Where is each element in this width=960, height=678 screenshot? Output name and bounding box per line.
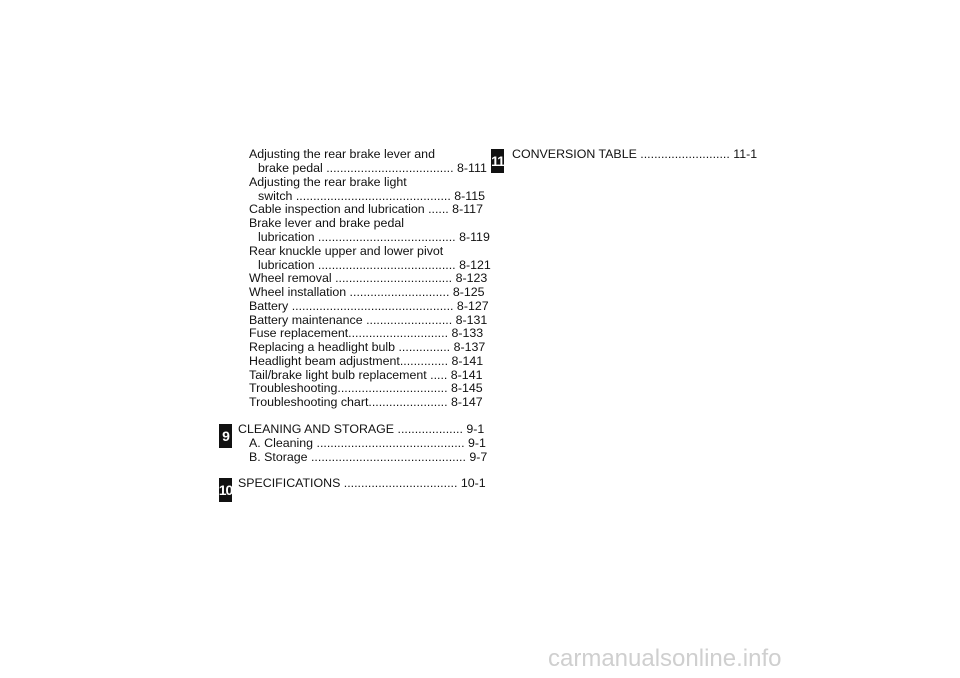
chapter-10-title[interactable]: SPECIFICATIONS ................................. 10-1 (238, 476, 486, 490)
toc-entry[interactable]: Battery maintenance ......................... 8-131 (249, 313, 488, 327)
toc-entry[interactable]: A. Cleaning ........................................... 9-1 (249, 436, 486, 450)
toc-entry[interactable]: Headlight beam adjustment.............. 8-141 (249, 354, 484, 368)
toc-entry[interactable]: Replacing a headlight bulb ............... 8-137 (249, 340, 486, 354)
toc-entry[interactable]: Rear knuckle upper and lower pivot (249, 244, 444, 258)
chapter-9-tab[interactable]: 9 (219, 424, 232, 448)
toc-entry[interactable]: Brake lever and brake pedal (249, 216, 404, 230)
toc-entry[interactable]: Battery ............................................... 8-127 (249, 299, 489, 313)
toc-entry-page[interactable]: lubrication ........................................ 8-119 (258, 230, 490, 244)
toc-entry[interactable]: Adjusting the rear brake lever and (249, 147, 435, 161)
toc-entry[interactable]: Troubleshooting chart....................... 8-147 (249, 395, 483, 409)
toc-entry[interactable]: Fuse replacement............................. 8-133 (249, 326, 484, 340)
toc-entry-page[interactable]: brake pedal ..................................... 8-111 (258, 161, 487, 175)
toc-entry-page[interactable]: lubrication ........................................ 8-121 (258, 258, 491, 272)
toc-entry[interactable]: Adjusting the rear brake light (249, 175, 407, 189)
chapter-11-tab[interactable]: 11 (491, 149, 504, 173)
chapter-11-title[interactable]: CONVERSION TABLE .......................... 11-1 (512, 147, 758, 161)
toc-entry[interactable]: Cable inspection and lubrication ...... 8-117 (249, 202, 483, 216)
toc-entry[interactable]: Tail/brake light bulb replacement ..... 8-141 (249, 368, 483, 382)
chapter-10-tab[interactable]: 10 (219, 478, 232, 502)
watermark-text: carmanualsonline.info (548, 645, 782, 672)
toc-entry[interactable]: Troubleshooting................................ 8-145 (249, 381, 483, 395)
toc-entry[interactable]: Wheel installation ............................. 8-125 (249, 285, 485, 299)
toc-entry[interactable]: Wheel removal .................................. 8-123 (249, 271, 488, 285)
chapter-9-title[interactable]: CLEANING AND STORAGE ................... 9-1 (238, 422, 485, 436)
toc-entry-page[interactable]: switch ............................................. 8-115 (258, 189, 485, 203)
toc-entry[interactable]: B. Storage ............................................. 9-7 (249, 450, 488, 464)
